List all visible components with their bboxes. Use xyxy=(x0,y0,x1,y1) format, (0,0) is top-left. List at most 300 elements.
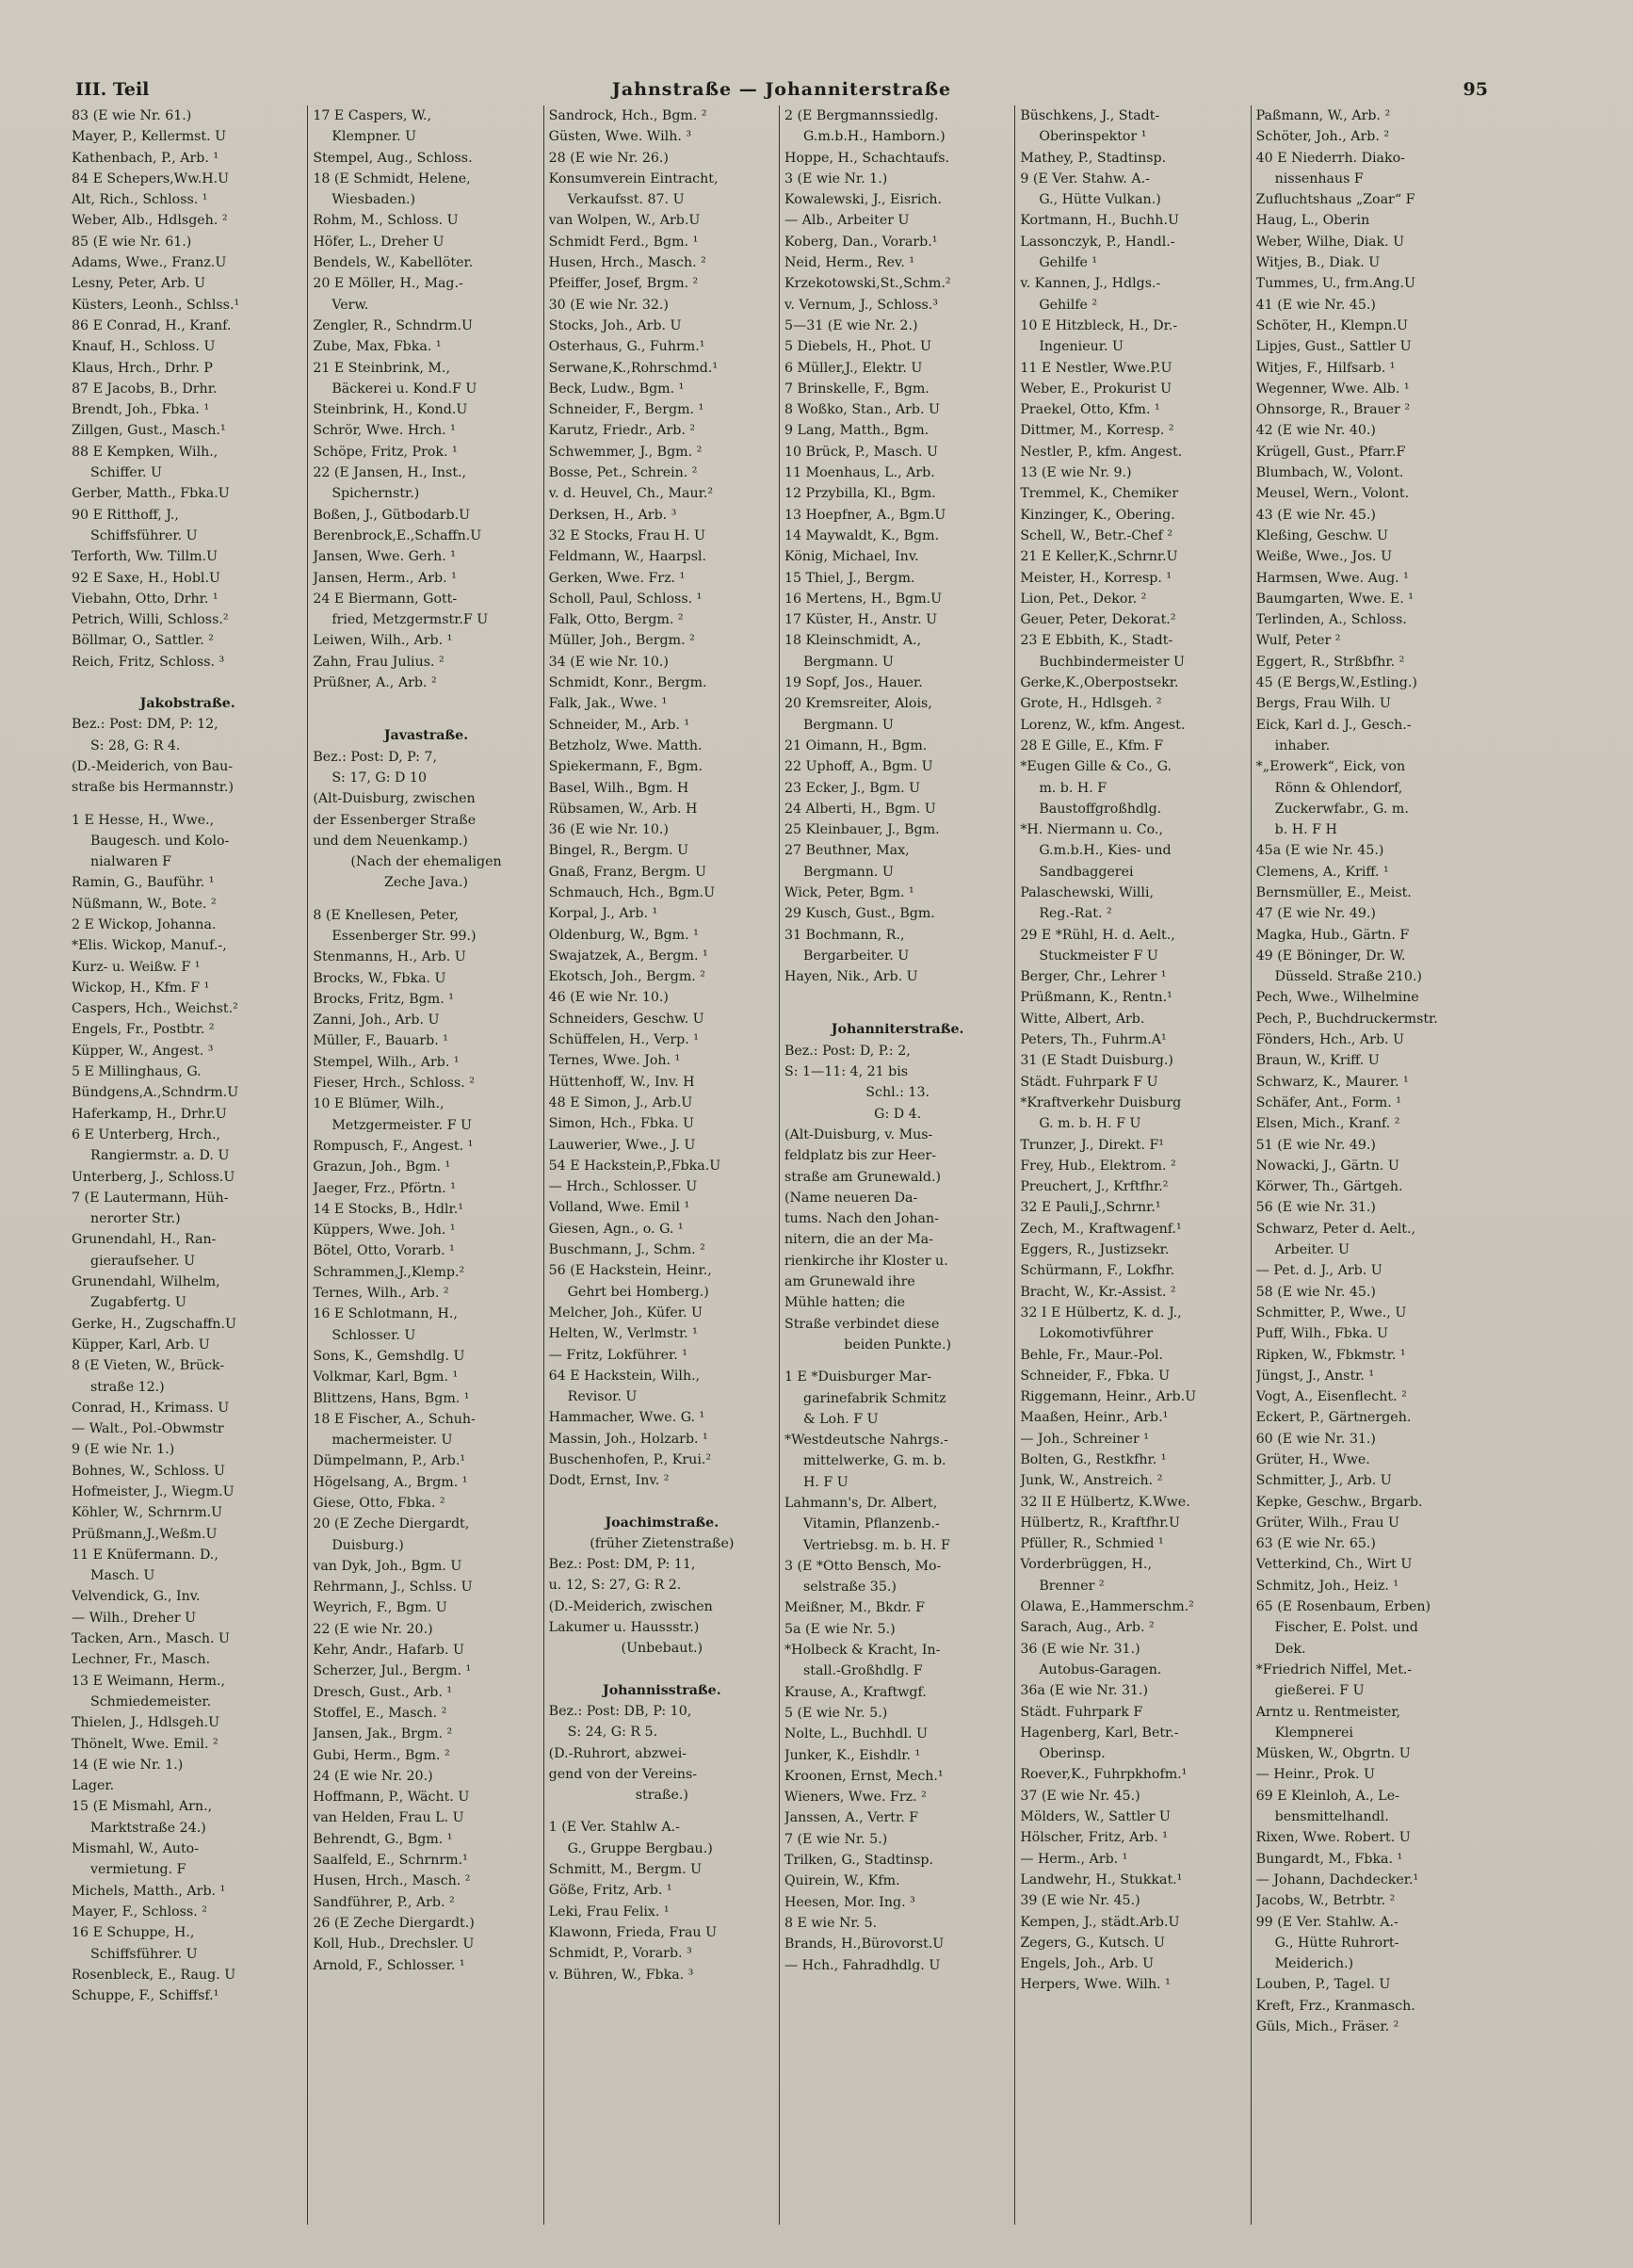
directory-entry: Bötel, Otto, Vorarb. ¹ xyxy=(313,1243,455,1259)
running-title: Jahnstraße — Johanniterstraße xyxy=(611,79,952,100)
directory-entry: Volkmar, Karl, Bgm. ¹ xyxy=(313,1369,459,1385)
directory-entry: — Wilh., Dreher U xyxy=(72,1610,197,1626)
directory-entry: — Alb., Arbeiter U xyxy=(784,213,910,229)
directory-entry: Lechner, Fr., Masch. xyxy=(72,1652,211,1668)
directory-entry: Schöpe, Fritz, Prok. ¹ xyxy=(313,444,458,460)
directory-entry: 45a (E wie Nr. 45.) xyxy=(1255,843,1384,859)
directory-entry: 22 (E wie Nr. 20.) xyxy=(313,1621,433,1637)
directory-entry: Wick, Peter, Bgm. ¹ xyxy=(784,884,914,900)
directory-entry: 29 E *Rühl, H. d. Aelt., xyxy=(1020,927,1175,943)
directory-entry: Böllmar, O., Sattler. ² xyxy=(72,633,214,649)
directory-entry: 58 (E wie Nr. 45.) xyxy=(1255,1284,1376,1300)
directory-entry: Dittmer, M., Korresp. ² xyxy=(1020,423,1174,439)
directory-entry: — Herm., Arb. ¹ xyxy=(1020,1851,1128,1867)
directory-entry: 20 E Möller, H., Mag.- xyxy=(313,276,463,292)
directory-entry: 25 Kleinbauer, J., Bgm. xyxy=(784,822,940,838)
directory-entry: tums. Nach den Johan- xyxy=(784,1211,939,1227)
directory-entry: Berenbrock,E.,Schaffn.U xyxy=(313,527,482,543)
directory-entry: 13 E Weimann, Herm., xyxy=(72,1673,226,1689)
directory-entry: Lorenz, W., kfm. Angest. xyxy=(1020,717,1186,733)
directory-entry: Vogt, A., Eisenflecht. ² xyxy=(1255,1389,1407,1405)
directory-entry: Tremmel, K., Chemiker xyxy=(1020,486,1179,502)
directory-entry: van Helden, Frau L. U xyxy=(313,1810,464,1826)
directory-entry: Göße, Fritz, Arb. ¹ xyxy=(548,1883,672,1899)
directory-entry: 31 (E Stadt Duisburg.) xyxy=(1020,1053,1173,1069)
directory-entry: *Elis. Wickop, Manuf.-, xyxy=(72,938,227,954)
directory-entry: (D.-Ruhrort, abzwei- xyxy=(548,1745,687,1761)
directory-entry: Zahn, Frau Julius. ² xyxy=(313,654,445,670)
directory-entry: 87 E Jacobs, B., Drhr. xyxy=(72,381,218,397)
directory-entry: Zuckerwfabr., G. m. xyxy=(1274,801,1409,817)
directory-entry: Jansen, Herm., Arb. ¹ xyxy=(313,570,457,586)
directory-entry: Palaschewski, Willi, xyxy=(1020,884,1155,900)
directory-entry: 85 (E wie Nr. 61.) xyxy=(72,234,192,250)
directory-entry: G.m.b.H., Kies- und xyxy=(1039,843,1172,859)
directory-entry: Schmiedemeister. xyxy=(90,1693,212,1709)
directory-entry: v. d. Heuvel, Ch., Maur.² xyxy=(548,486,714,502)
directory-entry: Derksen, H., Arb. ³ xyxy=(548,507,677,523)
directory-entry: Bracht, W., Kr.-Assist. ² xyxy=(1020,1284,1176,1300)
directory-entry: Massin, Joh., Holzarb. ¹ xyxy=(548,1431,708,1447)
directory-entry: Schäfer, Ant., Form. ¹ xyxy=(1255,1094,1401,1110)
directory-entry: Saalfeld, E., Schrnrm.¹ xyxy=(313,1853,468,1869)
directory-entry: Velvendick, G., Inv. xyxy=(72,1589,201,1605)
directory-entry: Städt. Fuhrpark F xyxy=(1020,1704,1143,1720)
directory-entry: Fieser, Hrch., Schloss. ² xyxy=(313,1076,475,1092)
directory-entry: Konsumverein Eintracht, xyxy=(548,170,719,186)
directory-entry: 18 (E Schmidt, Helene, xyxy=(313,170,471,186)
directory-entry: Jansen, Wwe. Gerh. ¹ xyxy=(313,549,456,565)
directory-entry: Schmitter, P., Wwe., U xyxy=(1255,1304,1407,1320)
directory-entry: Revisor. U xyxy=(567,1389,638,1405)
directory-entry: 14 (E wie Nr. 1.) xyxy=(72,1757,184,1773)
directory-entry: Rohm, M., Schloss. U xyxy=(313,213,459,229)
directory-entry: Arbeiter. U xyxy=(1274,1242,1350,1258)
directory-entry: Simon, Hch., Fbka. U xyxy=(548,1116,695,1132)
directory-entry: Bez.: Post: DM, P: 12, xyxy=(72,717,218,733)
directory-entry: Harmsen, Wwe. Aug. ¹ xyxy=(1255,570,1409,586)
directory-entry: Meusel, Wern., Volont. xyxy=(1255,486,1410,502)
directory-entry: 2 (E Bergmannssiedlg. xyxy=(784,108,939,123)
directory-entry: 5 Diebels, H., Phot. U xyxy=(784,339,931,355)
directory-entry: Müsken, W., Obgrtn. U xyxy=(1255,1746,1411,1762)
directory-entry: Zube, Max, Fbka. ¹ xyxy=(313,339,442,355)
directory-entry: 30 (E wie Nr. 32.) xyxy=(548,297,669,313)
directory-entry: 51 (E wie Nr. 49.) xyxy=(1255,1137,1376,1153)
directory-entry: — Fritz, Lokführer. ¹ xyxy=(548,1347,687,1363)
directory-entry: der Essenberger Straße xyxy=(313,812,477,828)
spacer xyxy=(549,1806,775,1817)
directory-entry: rienkirche ihr Kloster u. xyxy=(784,1253,948,1269)
directory-entry: Klempner. U xyxy=(331,129,417,145)
directory-entry: Lakumer u. Haussstr.) xyxy=(548,1620,700,1636)
directory-entry: Heesen, Mor. Ing. ³ xyxy=(784,1894,915,1910)
directory-entry: — Pet. d. J., Arb. U xyxy=(1255,1263,1382,1279)
directory-entry: Bosse, Pet., Schrein. ² xyxy=(548,465,698,481)
directory-entry: G., Hütte Ruhrort- xyxy=(1274,1935,1399,1951)
directory-entry: 1 (E Ver. Stahlw A.- xyxy=(548,1820,680,1836)
directory-entry: 23 E Ebbith, K., Stadt- xyxy=(1020,633,1173,649)
directory-entry: Hammacher, Wwe. G. ¹ xyxy=(548,1410,705,1426)
directory-entry: 88 E Kempken, Wilh., xyxy=(72,444,218,460)
directory-entry: Boßen, J., Gütbodarb.U xyxy=(313,507,471,523)
directory-entry: Wegenner, Wwe. Alb. ¹ xyxy=(1255,381,1410,397)
directory-entry: 13 (E wie Nr. 9.) xyxy=(1020,465,1132,481)
directory-entry: Eggers, R., Justizsekr. xyxy=(1020,1242,1170,1258)
directory-entry: Grüter, Wilh., Frau U xyxy=(1255,1515,1399,1531)
directory-entry: Schuppe, F., Schiffsf.¹ xyxy=(72,1988,219,2004)
directory-entry: 17 Küster, H., Anstr. U xyxy=(784,612,938,628)
directory-entry: 36a (E wie Nr. 31.) xyxy=(1020,1683,1149,1699)
directory-entry: Lassonczyk, P., Handl.- xyxy=(1020,234,1175,250)
directory-entry: Schöter, Joh., Arb. ² xyxy=(1255,129,1390,145)
directory-entry: Terforth, Ww. Tillm.U xyxy=(72,549,218,565)
directory-entry: 8 Woßko, Stan., Arb. U xyxy=(784,402,940,418)
directory-entry: nissenhaus F xyxy=(1274,170,1364,186)
directory-entry: Korpal, J., Arb. ¹ xyxy=(548,906,658,922)
directory-entry: Kempen, J., städt.Arb.U xyxy=(1020,1914,1180,1930)
directory-entry: 7 (E Lautermann, Hüh- xyxy=(72,1190,229,1206)
directory-entry: Falk, Jak., Wwe. ¹ xyxy=(548,696,668,712)
directory-entry: 1 E Hesse, H., Wwe., xyxy=(72,812,215,828)
directory-entry: Behle, Fr., Maur.-Pol. xyxy=(1020,1347,1164,1363)
directory-entry: Betzholz, Wwe. Matth. xyxy=(548,737,703,753)
directory-entry: Kathenbach, P., Arb. ¹ xyxy=(72,150,219,166)
column-4 xyxy=(779,105,1014,2225)
directory-entry: Kroonen, Ernst, Mech.¹ xyxy=(784,1768,944,1784)
directory-entry: Braun, W., Kriff. U xyxy=(1255,1053,1380,1069)
directory-entry: Schell, W., Betr.-Chef ² xyxy=(1020,527,1173,543)
directory-entry: Bäckerei u. Kond.F U xyxy=(331,381,477,397)
directory-entry: Weber, E., Prokurist U xyxy=(1020,381,1172,397)
column-5 xyxy=(1014,105,1250,2225)
directory-entry: Hoppe, H., Schachtaufs. xyxy=(784,150,950,166)
directory-entry: Kreft, Frz., Kranmasch. xyxy=(1255,1998,1415,2014)
directory-entry: Hagenberg, Karl, Betr.- xyxy=(1020,1725,1179,1741)
directory-entry: Grunendahl, Wilhelm, xyxy=(72,1274,220,1290)
directory-entry: (Name neueren Da- xyxy=(784,1190,918,1206)
directory-entry: Karutz, Friedr., Arb. ² xyxy=(548,423,696,439)
directory-entry: Basel, Wilh., Bgm. H xyxy=(548,780,689,796)
directory-entry: Giesen, Agn., o. G. ¹ xyxy=(548,1221,684,1237)
directory-entry: Prüßmann, K., Rentn.¹ xyxy=(1020,990,1172,1006)
directory-entry: Duisburg.) xyxy=(331,1537,404,1553)
spacer xyxy=(784,987,1011,998)
directory-entry: Louben, P., Tagel. U xyxy=(1255,1977,1391,1993)
directory-entry: 64 E Hackstein, Wilh., xyxy=(548,1368,701,1384)
directory-entry: Gerken, Wwe. Frz. ¹ xyxy=(548,570,686,586)
directory-entry: Rübsamen, W., Arb. H xyxy=(548,801,698,817)
directory-entry: Arnold, F., Schlosser. ¹ xyxy=(313,1957,465,1973)
directory-entry: Eckert, P., Gärtnergeh. xyxy=(1255,1410,1412,1426)
directory-entry: Swajatzek, A., Bergm. ¹ xyxy=(548,948,708,964)
directory-entry: Bez.: Post: D, P: 7, xyxy=(313,749,437,765)
directory-entry: Michels, Matth., Arb. ¹ xyxy=(72,1883,226,1899)
directory-entry: Düsseld. Straße 210.) xyxy=(1274,969,1422,985)
directory-entry: G.m.b.H., Hamborn.) xyxy=(802,129,946,145)
directory-entry: Lipjes, Gust., Sattler U xyxy=(1255,339,1412,355)
directory-entry: Schmitt, M., Bergm. U xyxy=(548,1862,703,1878)
directory-entry: Thönelt, Wwe. Emil. ² xyxy=(72,1736,218,1752)
directory-entry: Ripken, W., Fbkmstr. ¹ xyxy=(1255,1347,1406,1363)
directory-entry: Ternes, Wwe. Joh. ¹ xyxy=(548,1053,681,1069)
street-heading: Jakobstraße. xyxy=(139,696,235,712)
directory-entry: Mayer, F., Schloss. ² xyxy=(72,1904,207,1920)
column-6 xyxy=(1251,105,1486,2225)
directory-entry: Hülbertz, R., Kraftfhr.U xyxy=(1020,1515,1180,1531)
directory-entry: Husen, Hrch., Masch. ² xyxy=(313,1873,471,1889)
directory-entry: Städt. Fuhrpark F U xyxy=(1020,1074,1158,1090)
directory-entry: Kortmann, H., Buchh.U xyxy=(1020,213,1179,229)
directory-entry: 15 Thiel, J., Bergm. xyxy=(784,570,915,586)
directory-entry: Küppers, Wwe. Joh. ¹ xyxy=(313,1223,456,1239)
directory-entry: Tacken, Arn., Masch. U xyxy=(72,1631,230,1647)
directory-entry: 7 (E wie Nr. 5.) xyxy=(784,1831,888,1847)
directory-entry: Krügell, Gust., Pfarr.F xyxy=(1255,444,1406,460)
directory-entry: Lokomotivführer xyxy=(1039,1326,1154,1342)
directory-entry: Spichernstr.) xyxy=(331,486,420,502)
spacer xyxy=(313,693,539,705)
directory-entry: Rönn & Ohlendorf, xyxy=(1274,780,1403,796)
directory-entry: Scholl, Paul, Schloss. ¹ xyxy=(548,591,703,607)
directory-entry: Jansen, Jak., Brgm. ² xyxy=(313,1726,453,1742)
directory-entry: 8 E wie Nr. 5. xyxy=(784,1915,878,1931)
directory-entry: G., Hütte Vulkan.) xyxy=(1039,192,1161,208)
directory-entry: Stocks, Joh., Arb. U xyxy=(548,317,682,333)
directory-entry: Högelsang, A., Brgm. ¹ xyxy=(313,1474,468,1490)
directory-entry: 16 Mertens, H., Bgm.U xyxy=(784,591,943,607)
directory-entry: Dresch, Gust., Arb. ¹ xyxy=(313,1684,453,1700)
directory-entry: 6 Müller,J., Elektr. U xyxy=(784,360,923,376)
directory-entry: 17 E Caspers, W., xyxy=(313,108,432,123)
directory-entry: Baustoffgroßhdlg. xyxy=(1039,801,1162,817)
directory-entry: Hayen, Nik., Arb. U xyxy=(784,969,918,985)
directory-entry: Buchbindermeister U xyxy=(1039,654,1185,670)
directory-entry: G: D 4. xyxy=(874,1106,922,1122)
directory-entry: Spiekermann, F., Bgm. xyxy=(548,759,703,775)
directory-entry: 63 (E wie Nr. 65.) xyxy=(1255,1536,1376,1552)
directory-entry: Klaus, Hrch., Drhr. P xyxy=(72,360,213,376)
directory-entry: 28 E Gille, E., Kfm. F xyxy=(1020,737,1164,753)
directory-entry: S: 24, G: R 5. xyxy=(567,1725,658,1741)
directory-entry: 14 Maywaldt, K., Bgm. xyxy=(784,527,940,543)
directory-entry: 22 (E Jansen, H., Inst., xyxy=(313,465,467,481)
directory-entry: 69 E Kleinloh, A., Le- xyxy=(1255,1788,1399,1804)
directory-entry: 43 (E wie Nr. 45.) xyxy=(1255,507,1376,523)
directory-entry: Bohnes, W., Schloss. U xyxy=(72,1463,225,1479)
directory-entry: Mathey, P., Stadtinsp. xyxy=(1020,150,1167,166)
directory-entry: Schneider, F., Fbka. U xyxy=(1020,1368,1171,1384)
directory-entry: Pech, P., Buchdruckermstr. xyxy=(1255,1011,1438,1027)
directory-entry: 49 (E Böninger, Dr. W. xyxy=(1255,948,1406,964)
directory-entry: Quirein, W., Kfm. xyxy=(784,1873,900,1889)
directory-entry: Schmidt, P., Vorarb. ³ xyxy=(548,1946,692,1962)
directory-entry: Eggert, R., Strßbfhr. ² xyxy=(1255,654,1405,670)
directory-entry: m. b. H. F xyxy=(1039,780,1108,796)
directory-entry: 47 (E wie Nr. 49.) xyxy=(1255,906,1376,922)
directory-entry: Oberinspektor ¹ xyxy=(1039,129,1147,145)
directory-entry: Helten, W., Verlmstr. ¹ xyxy=(548,1326,698,1342)
directory-entry: Gubi, Herm., Bgm. ² xyxy=(313,1747,450,1763)
directory-entry: bensmittelhandl. xyxy=(1274,1809,1389,1825)
directory-entry: Pfeiffer, Josef, Brgm. ² xyxy=(548,276,699,292)
directory-entry: 46 (E wie Nr. 10.) xyxy=(548,990,669,1006)
directory-entry: 5a (E wie Nr. 5.) xyxy=(784,1621,896,1637)
directory-entry: Kurz- u. Weißw. F ¹ xyxy=(72,959,201,975)
directory-entry: Witte, Albert, Arb. xyxy=(1020,1011,1145,1027)
directory-entry: Janssen, A., Vertr. F xyxy=(784,1810,919,1826)
directory-entry: Unterberg, J., Schloss.U xyxy=(72,1169,235,1185)
directory-entry: H. F U xyxy=(802,1474,849,1490)
directory-entry: Krzekotowski,St.,Schm.² xyxy=(784,276,951,292)
directory-entry: 23 Ecker, J., Bgm. U xyxy=(784,780,921,796)
directory-entry: Küsters, Leonh., Schlss.¹ xyxy=(72,297,240,313)
directory-entry: Olawa, E.,Hammerschm.² xyxy=(1020,1599,1194,1615)
directory-entry: *Friedrich Niffel, Met.- xyxy=(1255,1661,1413,1677)
directory-entry: v. Kannen, J., Hdlgs.- xyxy=(1020,276,1161,292)
directory-entry: Haug, L., Oberin xyxy=(1255,213,1370,229)
page-number: 95 xyxy=(1463,79,1488,100)
directory-entry: Vertriebsg. m. b. H. F xyxy=(802,1537,950,1553)
directory-entry: 26 (E Zeche Diergardt.) xyxy=(313,1915,475,1931)
directory-entry: (Unbebaut.) xyxy=(621,1641,703,1657)
directory-entry: garinefabrik Schmitz xyxy=(802,1390,946,1406)
directory-entry: gend von der Vereins- xyxy=(548,1766,698,1782)
directory-entry: Köhler, W., Schrnrm.U xyxy=(72,1505,223,1521)
directory-entry: Scherzer, Jul., Bergm. ¹ xyxy=(313,1663,472,1679)
street-heading: Joachimstraße. xyxy=(605,1515,719,1531)
directory-entry: Frey, Hub., Elektrom. ² xyxy=(1020,1158,1176,1174)
directory-entry: 5—31 (E wie Nr. 2.) xyxy=(784,317,918,333)
directory-entry: 86 E Conrad, H., Kranf. xyxy=(72,317,232,333)
directory-entry: Melcher, Joh., Küfer. U xyxy=(548,1304,703,1320)
directory-entry: G. m. b. H. F U xyxy=(1039,1116,1141,1132)
directory-entry: 28 (E wie Nr. 26.) xyxy=(548,150,669,166)
directory-entry: Körwer, Th., Gärtgeh. xyxy=(1255,1179,1403,1195)
section-label: III. Teil xyxy=(75,79,150,100)
directory-entry: Höfer, L., Dreher U xyxy=(313,234,445,250)
spacer xyxy=(72,672,303,684)
directory-entry: Klempnerei xyxy=(1274,1725,1353,1741)
directory-entry: Ohnsorge, R., Brauer ² xyxy=(1255,402,1411,418)
directory-entry: am Grunewald ihre xyxy=(784,1274,915,1290)
directory-entry: Schneiders, Geschw. U xyxy=(548,1011,704,1027)
directory-entry: Pech, Wwe., Wilhelmine xyxy=(1255,990,1419,1006)
spacer xyxy=(313,705,539,716)
directory-entry: Paßmann, W., Arb. ² xyxy=(1255,108,1391,123)
directory-entry: Gehrt bei Homberg.) xyxy=(567,1284,709,1300)
directory-entry: Bergarbeiter. U xyxy=(802,948,910,964)
directory-entry: Dodt, Ernst, Inv. ² xyxy=(548,1473,670,1489)
directory-entry: Verkaufsst. 87. U xyxy=(567,192,685,208)
directory-entry: Wieners, Wwe. Frz. ² xyxy=(784,1790,927,1806)
directory-entry: Stoffel, E., Masch. ² xyxy=(313,1705,447,1721)
directory-entry: Stuckmeister F U xyxy=(1039,948,1158,964)
directory-entry: 15 (E Mismahl, Arn., xyxy=(72,1799,213,1815)
directory-entry: 7 Brinskelle, F., Bgm. xyxy=(784,381,930,397)
street-heading: Johannisstraße. xyxy=(602,1682,721,1698)
directory-entry: Landwehr, H., Stukkat.¹ xyxy=(1020,1871,1183,1887)
directory-entry: Schneider, F., Bergm. ¹ xyxy=(548,402,704,418)
directory-entry: G., Gruppe Bergbau.) xyxy=(567,1840,713,1856)
directory-entry: Preuchert, J., Krftfhr.² xyxy=(1020,1179,1169,1195)
directory-entry: Brands, H.,Bürovorst.U xyxy=(784,1936,945,1952)
directory-entry: Autobus-Garagen. xyxy=(1039,1661,1162,1677)
directory-entry: 27 Beuthner, Max, xyxy=(784,843,910,859)
directory-entry: — Johann, Dachdecker.¹ xyxy=(1255,1871,1419,1887)
directory-entry: Dümpelmann, P., Arb.¹ xyxy=(313,1453,466,1469)
directory-entry: Brocks, Fritz, Bgm. ¹ xyxy=(313,991,454,1007)
directory-entry: 41 (E wie Nr. 45.) xyxy=(1255,297,1376,313)
directory-entry: 32 II E Hülbertz, K.Wwe. xyxy=(1020,1494,1190,1510)
directory-entry: (früher Zietenstraße) xyxy=(590,1535,735,1551)
directory-entry: (D.-Meiderich, von Bau- xyxy=(72,758,234,774)
directory-entry: Gerber, Matth., Fbka.U xyxy=(72,486,230,502)
directory-entry: 18 E Fischer, A., Schuh- xyxy=(313,1411,476,1427)
directory-entry: Viebahn, Otto, Drhr. ¹ xyxy=(72,591,218,607)
directory-entry: 19 Sopf, Jos., Hauer. xyxy=(784,675,923,691)
directory-entry: (Alt-Duisburg, v. Mus- xyxy=(784,1126,933,1142)
directory-entry: Schiffsführer. U xyxy=(90,1946,198,1962)
directory-entry: Serwane,K.,Rohrschmd.¹ xyxy=(548,360,719,376)
directory-entry: Engels, Fr., Postbtr. ² xyxy=(72,1022,215,1038)
directory-entry: *H. Niermann u. Co., xyxy=(1020,822,1163,838)
directory-entry: straße bis Hermannstr.) xyxy=(72,780,234,796)
directory-entry: Ekotsch, Joh., Bergm. ² xyxy=(548,969,705,985)
directory-entry: — Joh., Schreiner ¹ xyxy=(1020,1431,1149,1447)
directory-entry: Bergmann. U xyxy=(802,654,894,670)
directory-entry: Klawonn, Frieda, Frau U xyxy=(548,1924,718,1940)
directory-entry: Bergmann. U xyxy=(802,864,894,880)
directory-entry: fried, Metzgermstr.F U xyxy=(331,612,489,628)
directory-entry: Nowacki, J., Gärtn. U xyxy=(1255,1158,1399,1174)
directory-entry: Zeche Java.) xyxy=(384,875,468,891)
directory-entry: machermeister. U xyxy=(331,1433,453,1449)
directory-entry: Hofmeister, J., Wiegm.U xyxy=(72,1484,234,1499)
directory-entry: inhaber. xyxy=(1274,737,1331,753)
directory-entry: Ramin, G., Bauführ. ¹ xyxy=(72,875,215,891)
directory-entry: Gnaß, Franz, Bergm. U xyxy=(548,864,706,880)
directory-entry: Stempel, Wilh., Arb. ¹ xyxy=(313,1054,460,1070)
directory-entry: Schwarz, K., Maurer. ¹ xyxy=(1255,1074,1409,1090)
directory-entry: 36 (E wie Nr. 31.) xyxy=(1020,1641,1140,1657)
directory-entry: S: 17, G: D 10 xyxy=(331,770,427,786)
directory-entry: Kepke, Geschw., Brgarb. xyxy=(1255,1494,1423,1510)
directory-entry: Gerke, H., Zugschaffn.U xyxy=(72,1316,237,1332)
directory-entry: straße.) xyxy=(635,1788,688,1804)
directory-entry: Osterhaus, G., Fuhrm.¹ xyxy=(548,339,705,355)
directory-entry: 37 (E wie Nr. 45.) xyxy=(1020,1788,1140,1804)
directory-entry: Stenmanns, H., Arb. U xyxy=(313,949,466,965)
directory-entry: Essenberger Str. 99.) xyxy=(331,928,477,944)
directory-entry: van Dyk, Joh., Bgm. U xyxy=(313,1558,462,1574)
directory-entry: Küpper, Karl, Arb. U xyxy=(72,1336,210,1353)
directory-entry: Buschmann, J., Schm. ² xyxy=(548,1242,705,1258)
directory-entry: 5 (E wie Nr. 5.) xyxy=(784,1705,888,1721)
directory-entry: 5 E Millinghaus, G. xyxy=(72,1064,202,1080)
directory-entry: 9 Lang, Matth., Bgm. xyxy=(784,423,930,439)
directory-entry: Koberg, Dan., Vorarb.¹ xyxy=(784,234,938,250)
directory-entry: Trunzer, J., Direkt. F¹ xyxy=(1020,1137,1164,1153)
directory-entry: Schüffelen, H., Verp. ¹ xyxy=(548,1032,699,1048)
directory-entry: Arntz u. Rentmeister, xyxy=(1255,1704,1401,1720)
directory-entry: mittelwerke, G. m. b. xyxy=(802,1453,946,1469)
directory-entry: 13 Hoepfner, A., Bgm.U xyxy=(784,507,946,523)
directory-entry: 21 E Steinbrink, M., xyxy=(313,360,450,376)
directory-entry: 29 Kusch, Gust., Bgm. xyxy=(784,906,935,922)
directory-entry: Fönders, Hch., Arb. U xyxy=(1255,1032,1405,1048)
directory-entry: Wulf, Peter ² xyxy=(1255,633,1341,649)
